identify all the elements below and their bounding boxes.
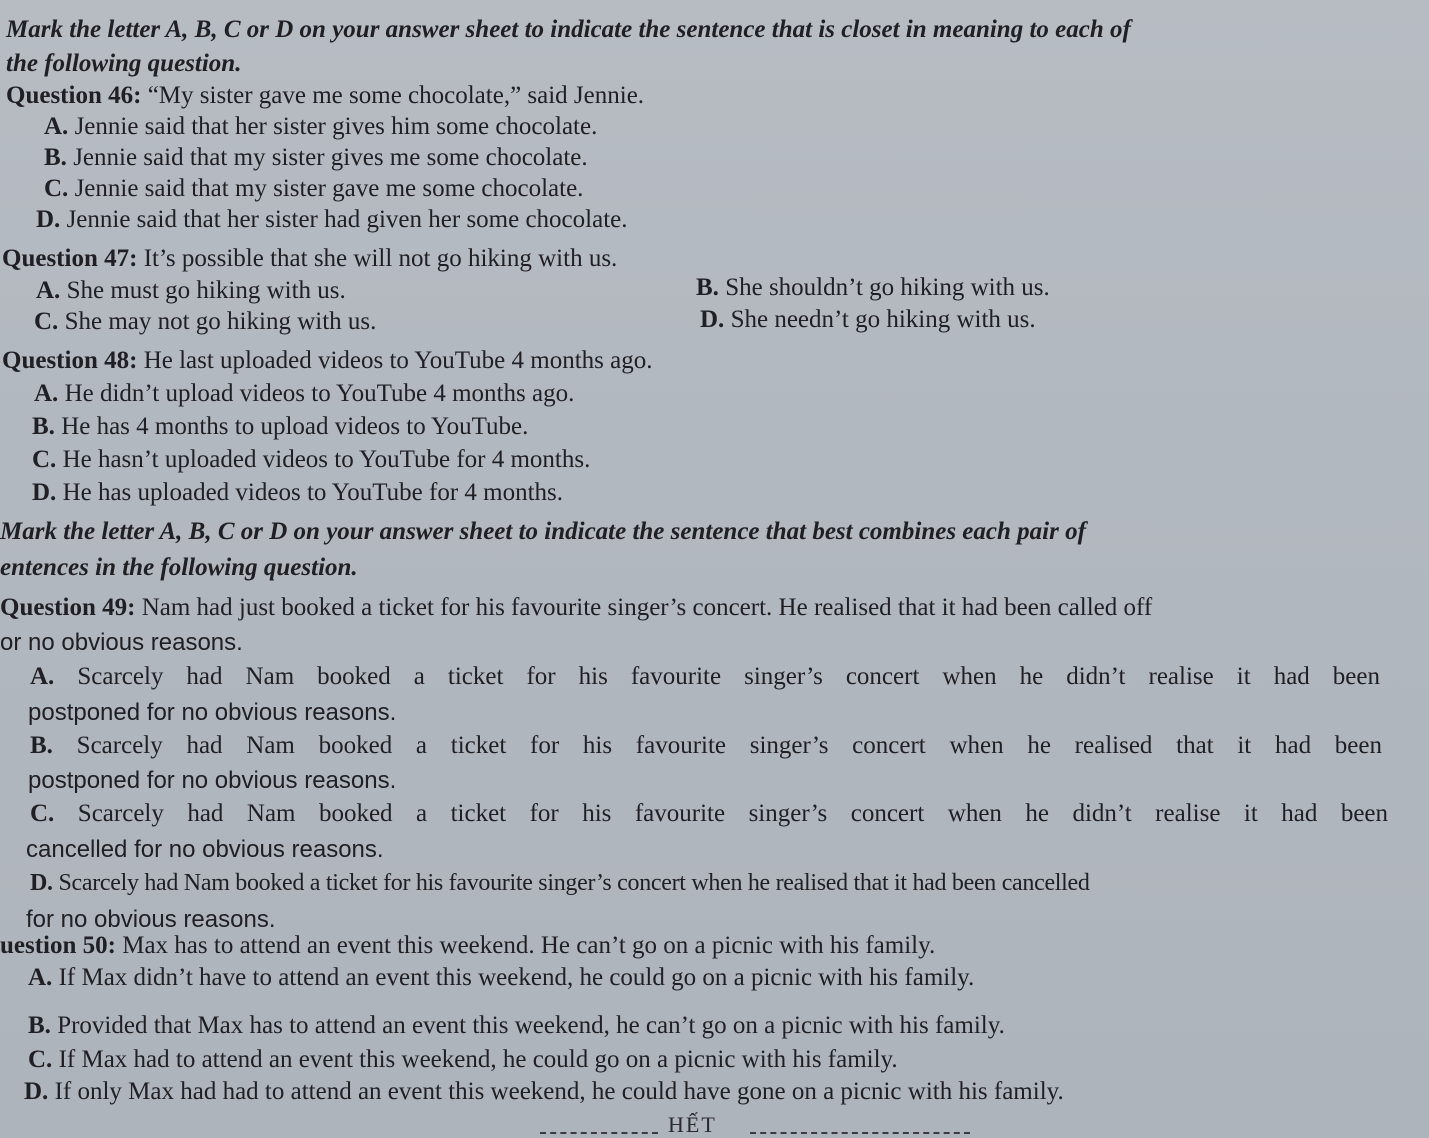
option-text: She may not go hiking with us. xyxy=(64,308,377,335)
q47-option-d[interactable] xyxy=(700,304,1036,335)
option-letter: B. xyxy=(28,1012,51,1039)
question-49-prompt-line2: or no obvious reasons. xyxy=(0,629,243,656)
option-letter: C. xyxy=(30,800,55,827)
q49-option-c[interactable] xyxy=(30,798,1388,829)
option-text: He has uploaded videos to YouTube for 4 months. xyxy=(62,479,564,506)
q48-option-c[interactable] xyxy=(32,444,590,475)
end-footer xyxy=(540,1112,970,1138)
option-text: She needn’t go hiking with us. xyxy=(730,306,1036,333)
option-letter: B. xyxy=(44,144,67,171)
question-49-label: Question 49: xyxy=(0,594,136,621)
q48-option-b[interactable] xyxy=(32,411,528,442)
option-text: Jennie said that my sister gave me some chocolate. xyxy=(74,175,584,202)
instruction-combine-line2: entences in the following question. xyxy=(0,554,358,581)
question-47-prompt: It’s possible that she will not go hiking with us. xyxy=(143,245,618,272)
instruction-combine-line1: Mark the letter A, B, C or D on your answer sheet to indicate the sentence that best combines each pair of xyxy=(0,518,1086,545)
option-text: He has 4 months to upload videos to YouTube. xyxy=(61,413,529,440)
option-text: Jennie said that her sister had given her some chocolate. xyxy=(66,206,628,233)
question-50 xyxy=(0,930,935,961)
q46-option-a[interactable] xyxy=(44,111,597,142)
q50-option-b[interactable] xyxy=(28,1010,1005,1041)
q46-option-d[interactable] xyxy=(36,204,628,235)
option-text: Jennie said that my sister gives me some chocolate. xyxy=(73,144,588,171)
question-48-prompt: He last uploaded videos to YouTube 4 months ago. xyxy=(143,347,653,374)
option-letter: A. xyxy=(44,113,69,140)
option-letter: A. xyxy=(34,380,59,407)
option-letter: D. xyxy=(30,870,53,896)
q49-option-d[interactable] xyxy=(30,868,1090,899)
option-letter: B. xyxy=(696,274,719,301)
option-letter: A. xyxy=(36,277,61,304)
instruction-similar-line2: the following question. xyxy=(6,50,242,77)
option-letter: C. xyxy=(44,175,69,202)
option-text: If Max had to attend an event this weekend, he could go on a picnic with his family. xyxy=(58,1046,898,1073)
option-letter: C. xyxy=(28,1046,53,1073)
option-text-line1: Scarcely had Nam booked a ticket for his favourite singer’s concert when he didn’t realise it had been xyxy=(77,663,1381,690)
question-50-label: uestion 50: xyxy=(0,932,116,959)
q47-option-c[interactable] xyxy=(34,306,376,337)
option-letter: D. xyxy=(36,206,61,233)
q50-option-c[interactable] xyxy=(28,1044,898,1075)
question-47-label: Question 47: xyxy=(2,245,138,272)
q46-option-c[interactable] xyxy=(44,173,583,204)
q50-option-d[interactable] xyxy=(24,1076,1064,1107)
q50-option-a[interactable] xyxy=(28,962,974,993)
q49-option-a-line2: postponed for no obvious reasons. xyxy=(28,699,397,726)
option-letter: B. xyxy=(32,413,55,440)
option-text: He didn’t upload videos to YouTube 4 months ago. xyxy=(64,380,575,407)
option-text: He hasn’t uploaded videos to YouTube for 4 months. xyxy=(62,446,591,473)
option-text: She must go hiking with us. xyxy=(66,277,346,304)
q49-option-b[interactable] xyxy=(30,730,1382,761)
option-letter: D. xyxy=(700,306,725,333)
option-text: If Max didn’t have to attend an event this weekend, he could go on a picnic with his family. xyxy=(58,964,975,991)
footer-dash-right xyxy=(750,1132,970,1134)
option-letter: D. xyxy=(32,479,57,506)
question-50-prompt: Max has to attend an event this weekend. He can’t go on a picnic with his family. xyxy=(122,932,936,959)
question-48 xyxy=(2,345,653,376)
q49-option-b-line2: postponed for no obvious reasons. xyxy=(28,767,397,794)
option-text: If only Max had had to attend an event this weekend, he could have gone on a picnic with his family. xyxy=(54,1078,1064,1105)
question-46-prompt: “My sister gave me some chocolate,” said Jennie. xyxy=(147,82,645,109)
option-letter: C. xyxy=(34,308,59,335)
q49-option-d-line2: for no obvious reasons. xyxy=(26,906,276,933)
q47-option-a[interactable] xyxy=(36,275,346,306)
q46-option-b[interactable] xyxy=(44,142,588,173)
option-letter: A. xyxy=(30,663,55,690)
option-text: Jennie said that her sister gives him some chocolate. xyxy=(74,113,598,140)
footer-dash-left xyxy=(540,1132,658,1134)
q48-option-d[interactable] xyxy=(32,477,563,508)
option-letter: C. xyxy=(32,446,57,473)
option-letter: A. xyxy=(28,964,53,991)
option-letter: B. xyxy=(30,732,53,759)
q49-option-a[interactable] xyxy=(30,661,1380,692)
option-text-line1: Scarcely had Nam booked a ticket for his favourite singer’s concert when he didn’t realise it had been xyxy=(77,800,1389,827)
q47-option-b[interactable] xyxy=(696,272,1050,303)
footer-end-text: HẾT xyxy=(668,1112,717,1137)
q49-option-c-line2: cancelled for no obvious reasons. xyxy=(26,836,384,863)
question-46 xyxy=(6,80,644,111)
q48-option-a[interactable] xyxy=(34,378,574,409)
question-49-prompt-line1: Nam had just booked a ticket for his favourite singer’s concert. He realised that it had been called off xyxy=(141,594,1153,621)
option-text-line1: Scarcely had Nam booked a ticket for his favourite singer’s concert when he realised that it had been cancelled xyxy=(58,870,1090,896)
option-text: Provided that Max has to attend an event this weekend, he can’t go on a picnic with his family. xyxy=(57,1012,1005,1039)
option-text: She shouldn’t go hiking with us. xyxy=(725,274,1050,301)
question-46-label: Question 46: xyxy=(6,82,142,109)
question-49 xyxy=(0,592,1152,623)
question-48-label: Question 48: xyxy=(2,347,138,374)
option-letter: D. xyxy=(24,1078,49,1105)
option-text-line1: Scarcely had Nam booked a ticket for his favourite singer’s concert when he realised that it had been xyxy=(76,732,1382,759)
question-47 xyxy=(2,243,617,274)
instruction-similar-line1: Mark the letter A, B, C or D on your answer sheet to indicate the sentence that is closet in meaning to each of xyxy=(6,16,1131,43)
